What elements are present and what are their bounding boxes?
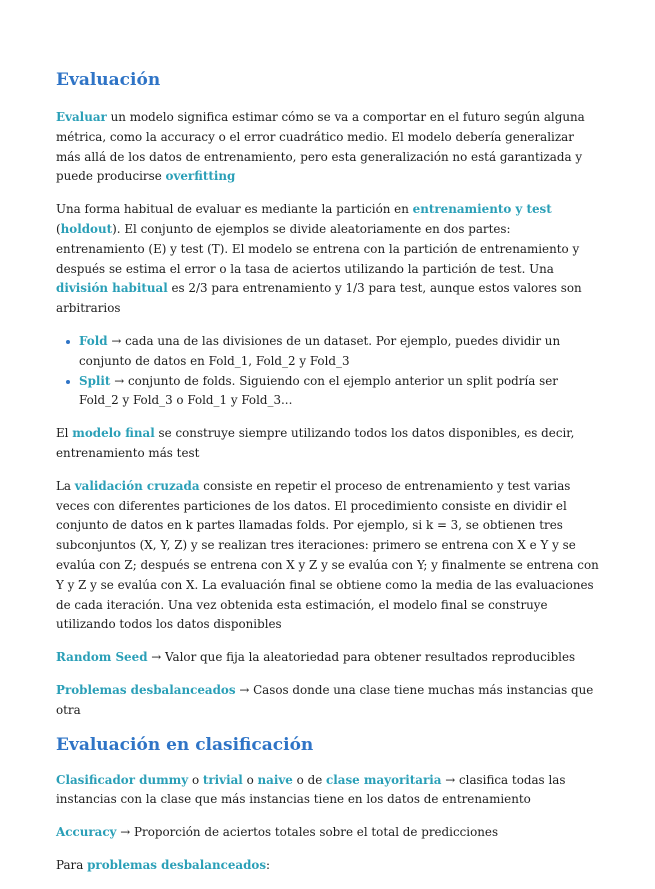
section-title-clasificacion: Evaluación en clasificación	[56, 734, 314, 755]
term-problemas-desbalanceados: Problemas desbalanceados	[56, 682, 236, 697]
paragraph-text: → Casos donde una clase tiene muchas más instancias que otra	[56, 682, 594, 717]
paragraph-text: o de	[292, 772, 327, 787]
paragraph-text: o	[242, 772, 258, 787]
paragraph-evaluar	[56, 108, 601, 187]
term-random-seed: Random Seed	[56, 650, 148, 665]
paragraph-text: El	[56, 426, 73, 441]
paragraph-validacion-cruzada	[56, 477, 601, 635]
term-overfitting: overfitting	[165, 169, 236, 184]
term-evaluar: Evaluar	[56, 110, 107, 124]
paragraph-text: Una forma habitual de evaluar es mediante la partición en	[56, 202, 413, 217]
term-holdout: holdout	[60, 221, 113, 236]
list-item-text: → conjunto de folds. Siguiendo con el ejemplo anterior un split podría ser Fold_2 y Fold_3 o Fold_1 y Fold_3...	[79, 373, 558, 408]
paragraph-holdout	[56, 200, 601, 319]
paragraph-para-problemas	[56, 856, 601, 876]
paragraph-modelo-final	[56, 424, 601, 464]
paragraph-text: o	[188, 772, 203, 787]
term-clasificador-dummy: Clasificador dummy	[56, 772, 189, 787]
paragraph-text: un modelo significa estimar cómo se va a comportar en el futuro según alguna métrica, como la accuracy o el error cuadrático medio. El modelo debería generalizar más allá de los datos de entrenamiento, pero esta generalización no está garantizada y puede producirse	[56, 110, 585, 184]
term-fold: Fold	[79, 333, 108, 348]
paragraph-text: (	[56, 221, 61, 236]
term-naive: naive	[257, 772, 293, 787]
term-trivial: trivial	[202, 772, 243, 787]
term-validacion-cruzada: validación cruzada	[74, 478, 200, 493]
term-modelo-final: modelo final	[72, 426, 155, 441]
term-accuracy: Accuracy	[56, 825, 117, 840]
paragraph-text: ). El conjunto de ejemplos se divide aleatoriamente en dos partes: entrenamiento (E) y test (T). El modelo se entrena con la partición de entrenamiento y después se estima el error o la tasa de aciertos utilizando la partición de test. Una	[56, 221, 580, 276]
list-item-split	[79, 372, 601, 412]
paragraph-text: Para	[56, 857, 88, 872]
paragraph-random-seed	[56, 648, 601, 668]
paragraph-text: → clasifica todas las instancias con la clase que más instancias tiene en los datos de entrenamiento	[56, 772, 566, 807]
term-split: Split	[79, 373, 111, 388]
paragraph-text: se construye siempre utilizando todos los datos disponibles, es decir, entrenamiento más test	[56, 426, 575, 460]
term-entrenamiento-test: entrenamiento y test	[412, 202, 552, 217]
list-item-fold	[79, 332, 601, 372]
paragraph-text: → Proporción de aciertos totales sobre el total de predicciones	[116, 825, 499, 840]
paragraph-text: → Valor que fija la aleatoriedad para obtener resultados reproducibles	[147, 650, 576, 665]
section-title-evaluacion: Evaluación	[56, 70, 161, 90]
definitions-list	[56, 332, 601, 411]
paragraph-clasificador-dummy	[56, 771, 601, 811]
term-problemas-desbalanceados-2: problemas desbalanceados	[87, 857, 267, 872]
document-page	[56, 60, 601, 889]
paragraph-text: consiste en repetir el proceso de entrenamiento y test varias veces con diferentes particiones de los datos. El procedimiento consiste en dividir el conjunto de datos en k partes llamadas folds. Por ejemplo, si k = 3, se obtienen tres subconjuntos (X, Y, Z) y se realizan tres iteraciones: primero se entrena con X e Y y se evalúa con Z; después se entrena con X y Z y se evalúa con Y; y finalmente se entrena con Y y Z y se evalúa con X. La evaluación final se obtiene como la media de las evaluaciones de cada iteración. Una vez obtenida esta estimación, el modelo final se construye utilizando todos los datos disponibles	[56, 478, 599, 632]
term-division-habitual: división habitual	[56, 281, 168, 296]
term-clase-mayoritaria: clase mayoritaria	[326, 772, 442, 787]
paragraph-text: La	[56, 478, 75, 493]
paragraph-accuracy	[56, 823, 601, 843]
paragraph-text: :	[266, 857, 271, 872]
paragraph-text: es 2/3 para entrenamiento y 1/3 para test, aunque estos valores son arbitrarios	[56, 281, 582, 316]
list-item-text: → cada una de las divisiones de un dataset. Por ejemplo, puedes dividir un conjunto de datos en Fold_1, Fold_2 y Fold_3	[79, 333, 561, 368]
paragraph-problemas-desbalanceados	[56, 681, 601, 721]
